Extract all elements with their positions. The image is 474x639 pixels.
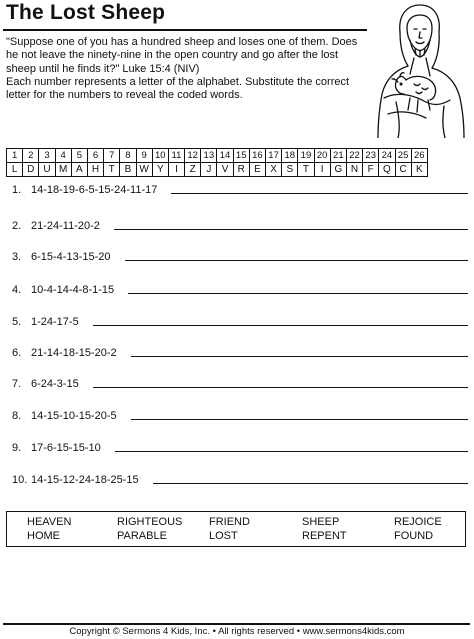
word-bank-word: RIGHTEOUS <box>117 516 183 528</box>
question-code: 14-15-10-15-20-5 <box>31 410 117 422</box>
word-bank <box>6 511 466 547</box>
cipher-number: 20 <box>314 149 330 163</box>
word-bank-word: REPENT <box>302 530 347 542</box>
cipher-letter: R <box>233 163 249 177</box>
question-code: 6-24-3-15 <box>31 378 79 390</box>
cipher-letter: I <box>168 163 184 177</box>
cipher-letter: T <box>298 163 314 177</box>
question-number: 7. <box>12 378 22 390</box>
cipher-number: 15 <box>233 149 249 163</box>
cipher-letter: N <box>346 163 362 177</box>
question-number: 5. <box>12 316 22 328</box>
question-8 <box>12 410 470 422</box>
cipher-letter: Z <box>185 163 201 177</box>
instructions: Each number represents a letter of the alphabet. Substitute the correct letter for the numbers to reveal the coded words. <box>6 76 350 102</box>
question-number: 2. <box>12 220 22 232</box>
cipher-number: 8 <box>120 149 136 163</box>
cipher-letter: D <box>23 163 39 177</box>
question-number: 6. <box>12 347 22 359</box>
cipher-number: 6 <box>87 149 103 163</box>
cipher-number: 17 <box>266 149 282 163</box>
cipher-letter: Y <box>152 163 168 177</box>
word-bank-word: HOME <box>27 530 60 542</box>
question-number: 1. <box>12 184 22 196</box>
word-bank-word: FRIEND <box>209 516 250 528</box>
cipher-number: 7 <box>104 149 120 163</box>
question-code: 21-24-11-20-2 <box>31 220 100 232</box>
cipher-letter: T <box>104 163 120 177</box>
answer-line[interactable] <box>171 192 468 194</box>
word-bank-word: FOUND <box>394 530 434 542</box>
cipher-letter: M <box>55 163 71 177</box>
cipher-number: 1 <box>7 149 23 163</box>
answer-line[interactable] <box>93 324 468 326</box>
word-bank-word: REJOICE <box>394 516 442 528</box>
question-1 <box>12 184 470 196</box>
cipher-number: 11 <box>168 149 184 163</box>
answer-line[interactable] <box>128 292 468 294</box>
answer-line[interactable] <box>114 228 468 230</box>
word-bank-word: HEAVEN <box>27 516 72 528</box>
cipher-letter: S <box>282 163 298 177</box>
question-code: 21-14-18-15-20-2 <box>31 347 117 359</box>
question-7 <box>12 378 470 390</box>
cipher-number: 13 <box>201 149 217 163</box>
question-code: 17-6-15-15-10 <box>31 442 101 454</box>
bible-verse: "Suppose one of you has a hundred sheep and loses one of them. Does he not leave the ninety-nine in the open country and go after the lost sheep until he finds it?" Luke 15:4 (NIV) <box>6 36 358 75</box>
question-code: 1-24-17-5 <box>31 316 79 328</box>
word-bank-word: PARABLE <box>117 530 167 542</box>
cipher-number: 3 <box>39 149 55 163</box>
answer-line[interactable] <box>93 386 468 388</box>
cipher-number: 9 <box>136 149 152 163</box>
cipher-number: 18 <box>282 149 298 163</box>
cipher-letter: G <box>330 163 346 177</box>
cipher-letter: L <box>7 163 23 177</box>
word-bank-word: SHEEP <box>302 516 340 528</box>
question-number: 3. <box>12 251 22 263</box>
copyright-footer: Copyright © Sermons 4 Kids, Inc. • All rights reserved • www.sermons4kids.com <box>69 626 405 637</box>
worksheet-title: The Lost Sheep <box>6 1 166 24</box>
question-4 <box>12 284 470 296</box>
cipher-number: 22 <box>346 149 362 163</box>
question-3 <box>12 251 470 263</box>
cipher-number: 24 <box>379 149 395 163</box>
cipher-number-row <box>7 149 428 163</box>
cipher-number: 21 <box>330 149 346 163</box>
cipher-letter: V <box>217 163 233 177</box>
cipher-letter: I <box>314 163 330 177</box>
answer-line[interactable] <box>153 482 468 484</box>
question-number: 4. <box>12 284 22 296</box>
cipher-letter: X <box>266 163 282 177</box>
question-number: 8. <box>12 410 22 422</box>
question-code: 6-15-4-13-15-20 <box>31 251 111 263</box>
answer-line[interactable] <box>115 450 468 452</box>
question-10 <box>12 474 470 486</box>
answer-line[interactable] <box>131 418 468 420</box>
cipher-letter: F <box>363 163 379 177</box>
question-number: 9. <box>12 442 22 454</box>
question-code: 10-4-14-4-8-1-15 <box>31 284 115 296</box>
word-bank-word: LOST <box>209 530 238 542</box>
cipher-letter-row <box>7 163 428 177</box>
question-6 <box>12 347 470 359</box>
cipher-number: 5 <box>71 149 87 163</box>
question-code: 14-18-19-6-5-15-24-11-17 <box>31 184 158 196</box>
cipher-key-table <box>6 148 428 177</box>
answer-line[interactable] <box>125 259 469 261</box>
question-2 <box>12 220 470 232</box>
cipher-number: 4 <box>55 149 71 163</box>
cipher-letter: E <box>249 163 265 177</box>
answer-line[interactable] <box>131 355 468 357</box>
cipher-letter: Q <box>379 163 395 177</box>
cipher-letter: H <box>87 163 103 177</box>
cipher-letter: C <box>395 163 411 177</box>
title-divider <box>3 29 367 31</box>
cipher-number: 23 <box>363 149 379 163</box>
cipher-number: 19 <box>298 149 314 163</box>
cipher-number: 2 <box>23 149 39 163</box>
cipher-letter: A <box>71 163 87 177</box>
question-9 <box>12 442 470 454</box>
cipher-number: 26 <box>411 149 427 163</box>
cipher-letter: U <box>39 163 55 177</box>
question-number: 10. <box>12 474 28 486</box>
cipher-letter: W <box>136 163 152 177</box>
jesus-with-lamb-illustration <box>370 2 470 138</box>
cipher-letter: K <box>411 163 427 177</box>
question-5 <box>12 316 470 328</box>
footer-divider <box>3 623 470 625</box>
cipher-number: 12 <box>185 149 201 163</box>
cipher-number: 25 <box>395 149 411 163</box>
cipher-number: 10 <box>152 149 168 163</box>
cipher-letter: B <box>120 163 136 177</box>
cipher-number: 16 <box>249 149 265 163</box>
cipher-number: 14 <box>217 149 233 163</box>
cipher-letter: J <box>201 163 217 177</box>
question-code: 14-15-12-24-18-25-15 <box>31 474 139 486</box>
